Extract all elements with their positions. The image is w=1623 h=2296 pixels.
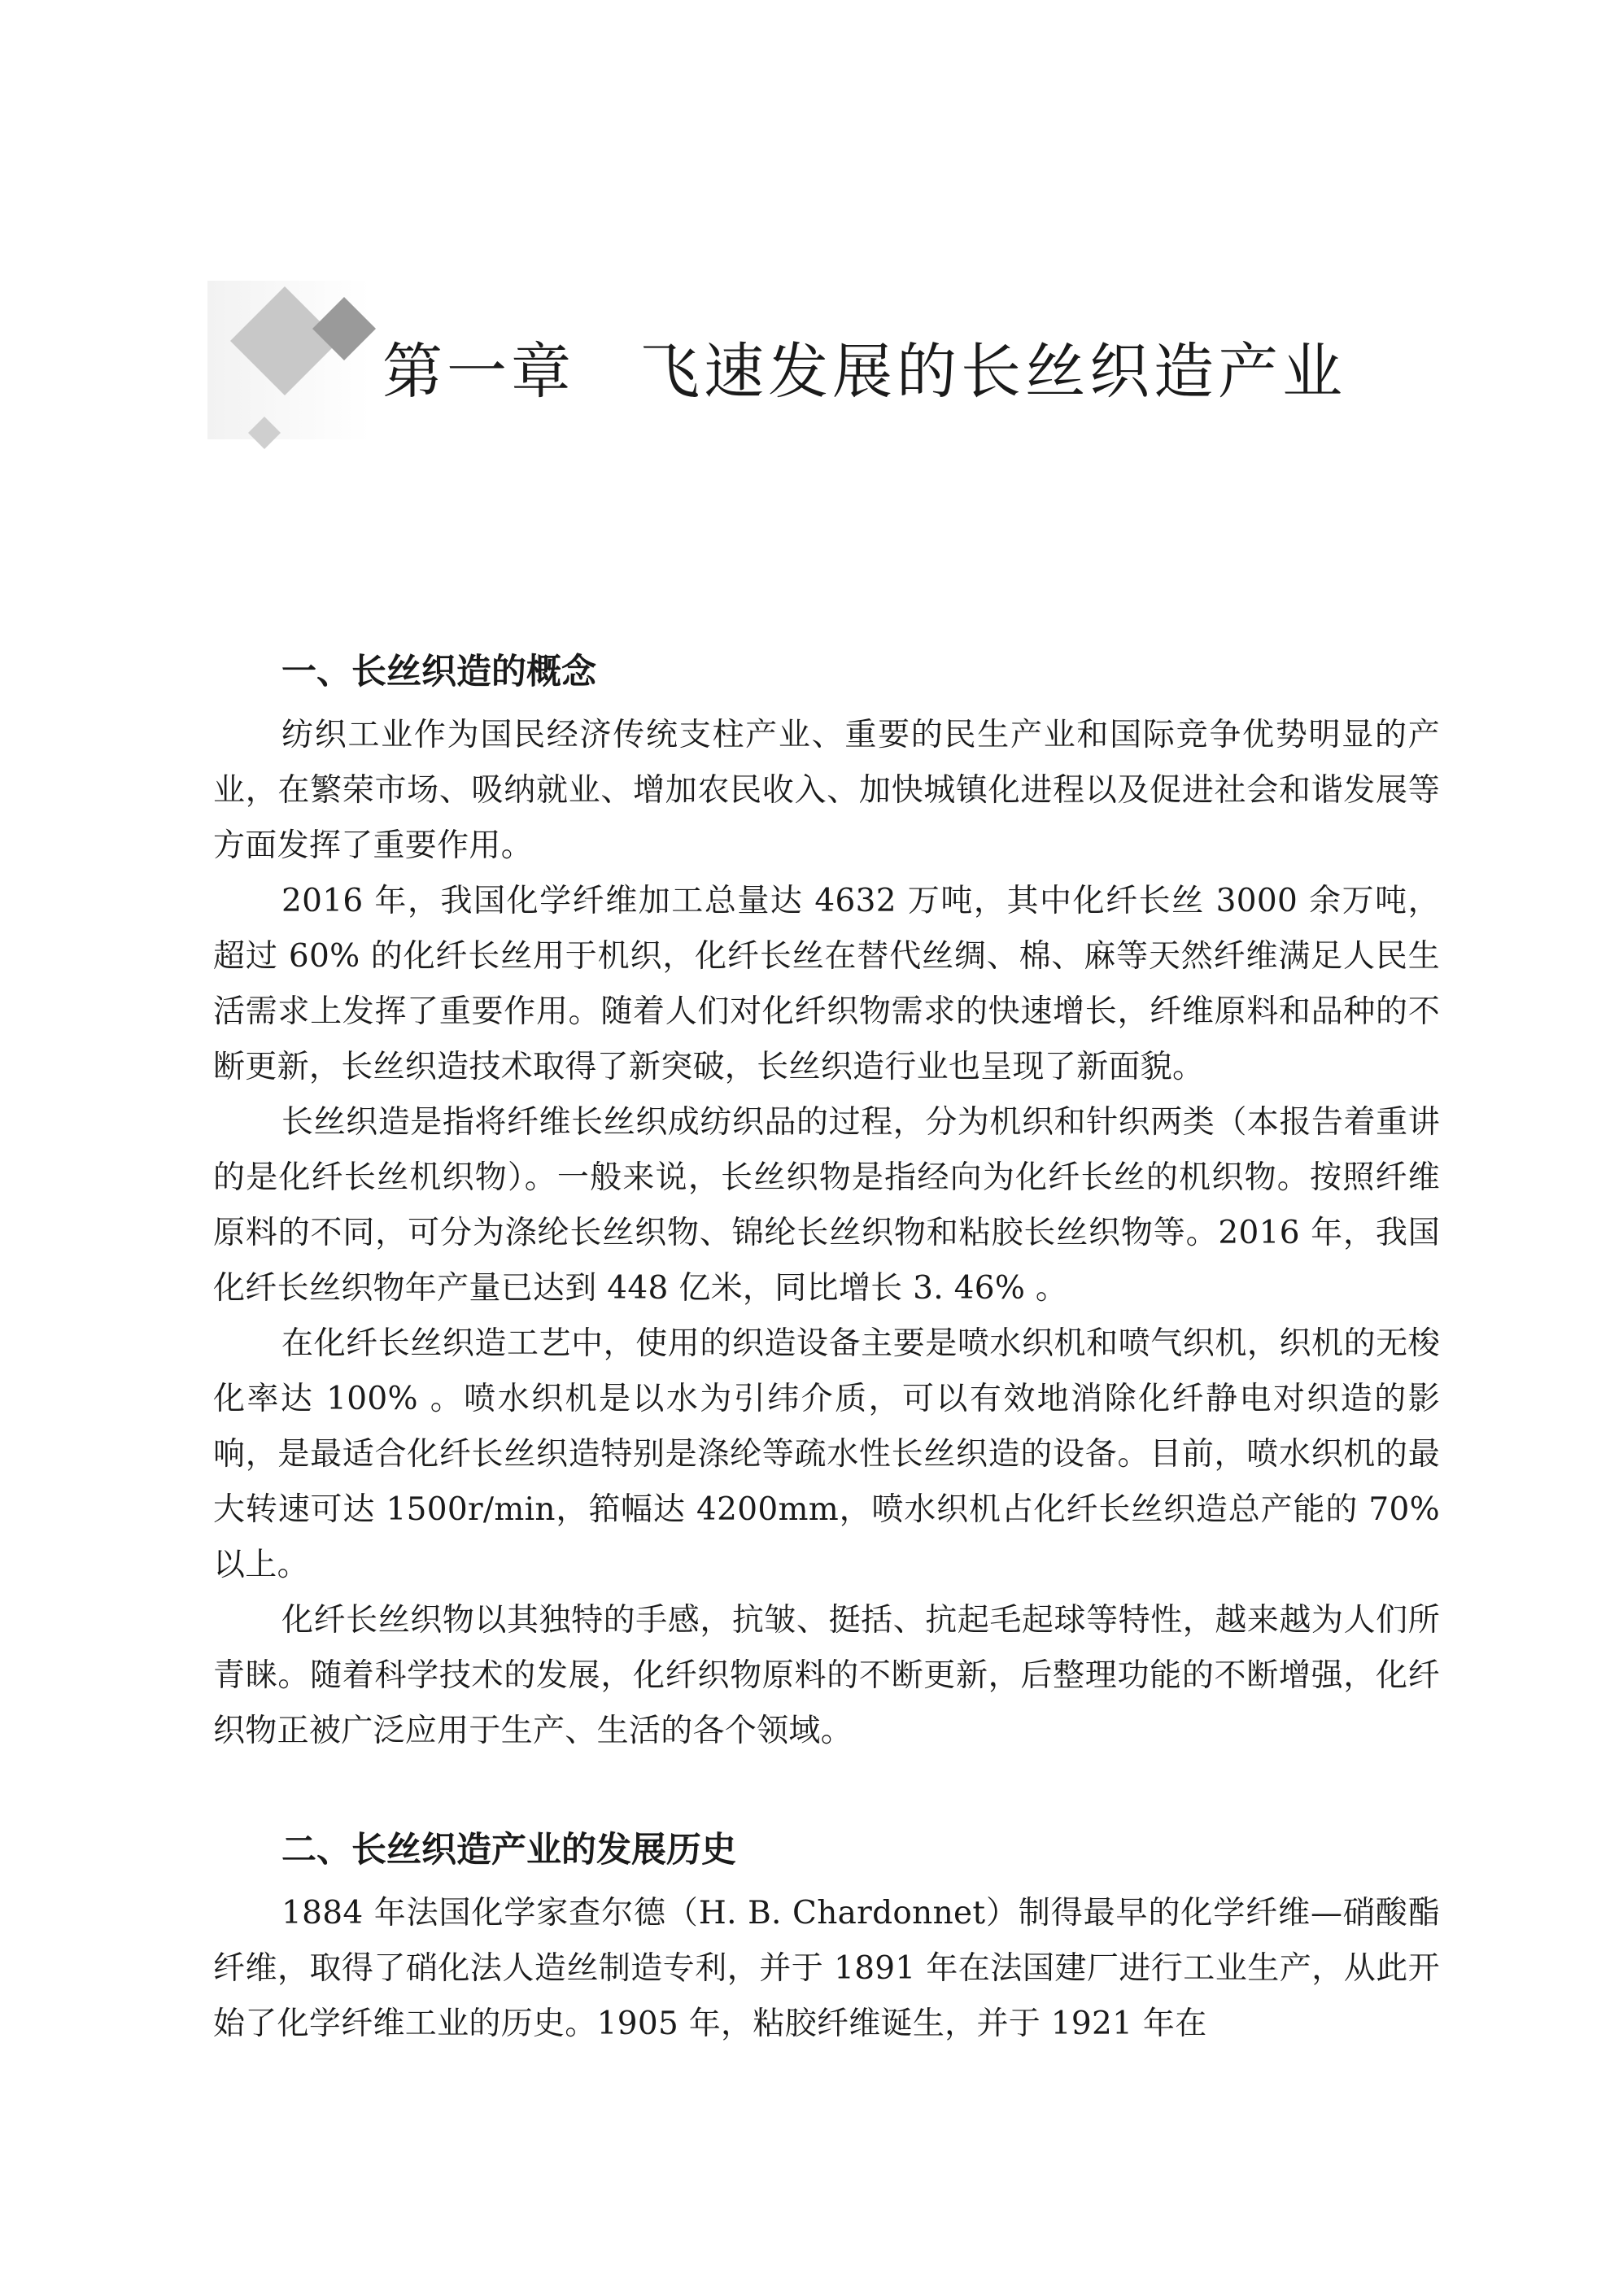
- section-heading-history: 二、长丝织造产业的发展历史: [281, 1830, 736, 1870]
- body-content: [213, 636, 1440, 2052]
- paragraph: 纺织工业作为国民经济传统支柱产业、重要的民生产业和国际竞争优势明显的产业，在繁荣市场、吸纳就业、增加农民收入、加快城镇化进程以及促进社会和谐发展等方面发挥了重要作用。: [213, 717, 1440, 864]
- paragraph: 长丝织造是指将纤维长丝织成纺织品的过程，分为机织和针织两类（本报告着重讲的是化纤长丝机织物）。一般来说，长丝织物是指经向为化纤长丝的机织物。按照纤维原料的不同，可分为涤纶长丝织物、锦纶长丝织物和粘胶长丝织物等。2016 年，我国化纤长丝织物年产量已达到 448 亿米，同比增长 3. 46% 。: [213, 1104, 1440, 1307]
- paragraph: 1884 年法国化学家查尔德（H. B. Chardonnet）制得最早的化学纤维—硝酸酯纤维，取得了硝化法人造丝制造专利，并于 1891 年在法国建厂进行工业生产，从此开始了化学纤维工业的历史。1905 年，粘胶纤维诞生，并于 1921 年在: [213, 1895, 1440, 2042]
- chapter-header: [207, 260, 1428, 456]
- section-heading-concept: 一、长丝织造的概念: [281, 652, 596, 692]
- paragraph: 化纤长丝织物以其独特的手感，抗皱、挺括、抗起毛起球等特性，越来越为人们所青睐。随着科学技术的发展，化纤织物原料的不断更新，后整理功能的不断增强，化纤织物正被广泛应用于生产、生活的各个领域。: [213, 1602, 1440, 1749]
- diamond-ornament-icon: [207, 260, 411, 456]
- paragraph: 在化纤长丝织造工艺中，使用的织造设备主要是喷水织机和喷气织机，织机的无梭化率达 100% 。喷水织机是以水为引纬介质，可以有效地消除化纤静电对织造的影响，是最适合化纤长丝织造特别是涤纶等疏水性长丝织造的设备。目前，喷水织机的最大转速可达 1500r/min，筘幅达 4200mm，喷水织机占化纤长丝织造总产能的 70% 以上。: [213, 1325, 1440, 1583]
- chapter-title: 第一章 飞速发展的长丝织造产业: [382, 337, 1346, 407]
- paragraph: 2016 年，我国化学纤维加工总量达 4632 万吨，其中化纤长丝 3000 余万吨，超过 60% 的化纤长丝用于机织，化纤长丝在替代丝绸、棉、麻等天然纤维满足人民生活需求上发挥了重要作用。随着人们对化纤织物需求的快速增长，纤维原料和品种的不断更新，长丝织造技术取得了新突破，长丝织造行业也呈现了新面貌。: [213, 883, 1440, 1085]
